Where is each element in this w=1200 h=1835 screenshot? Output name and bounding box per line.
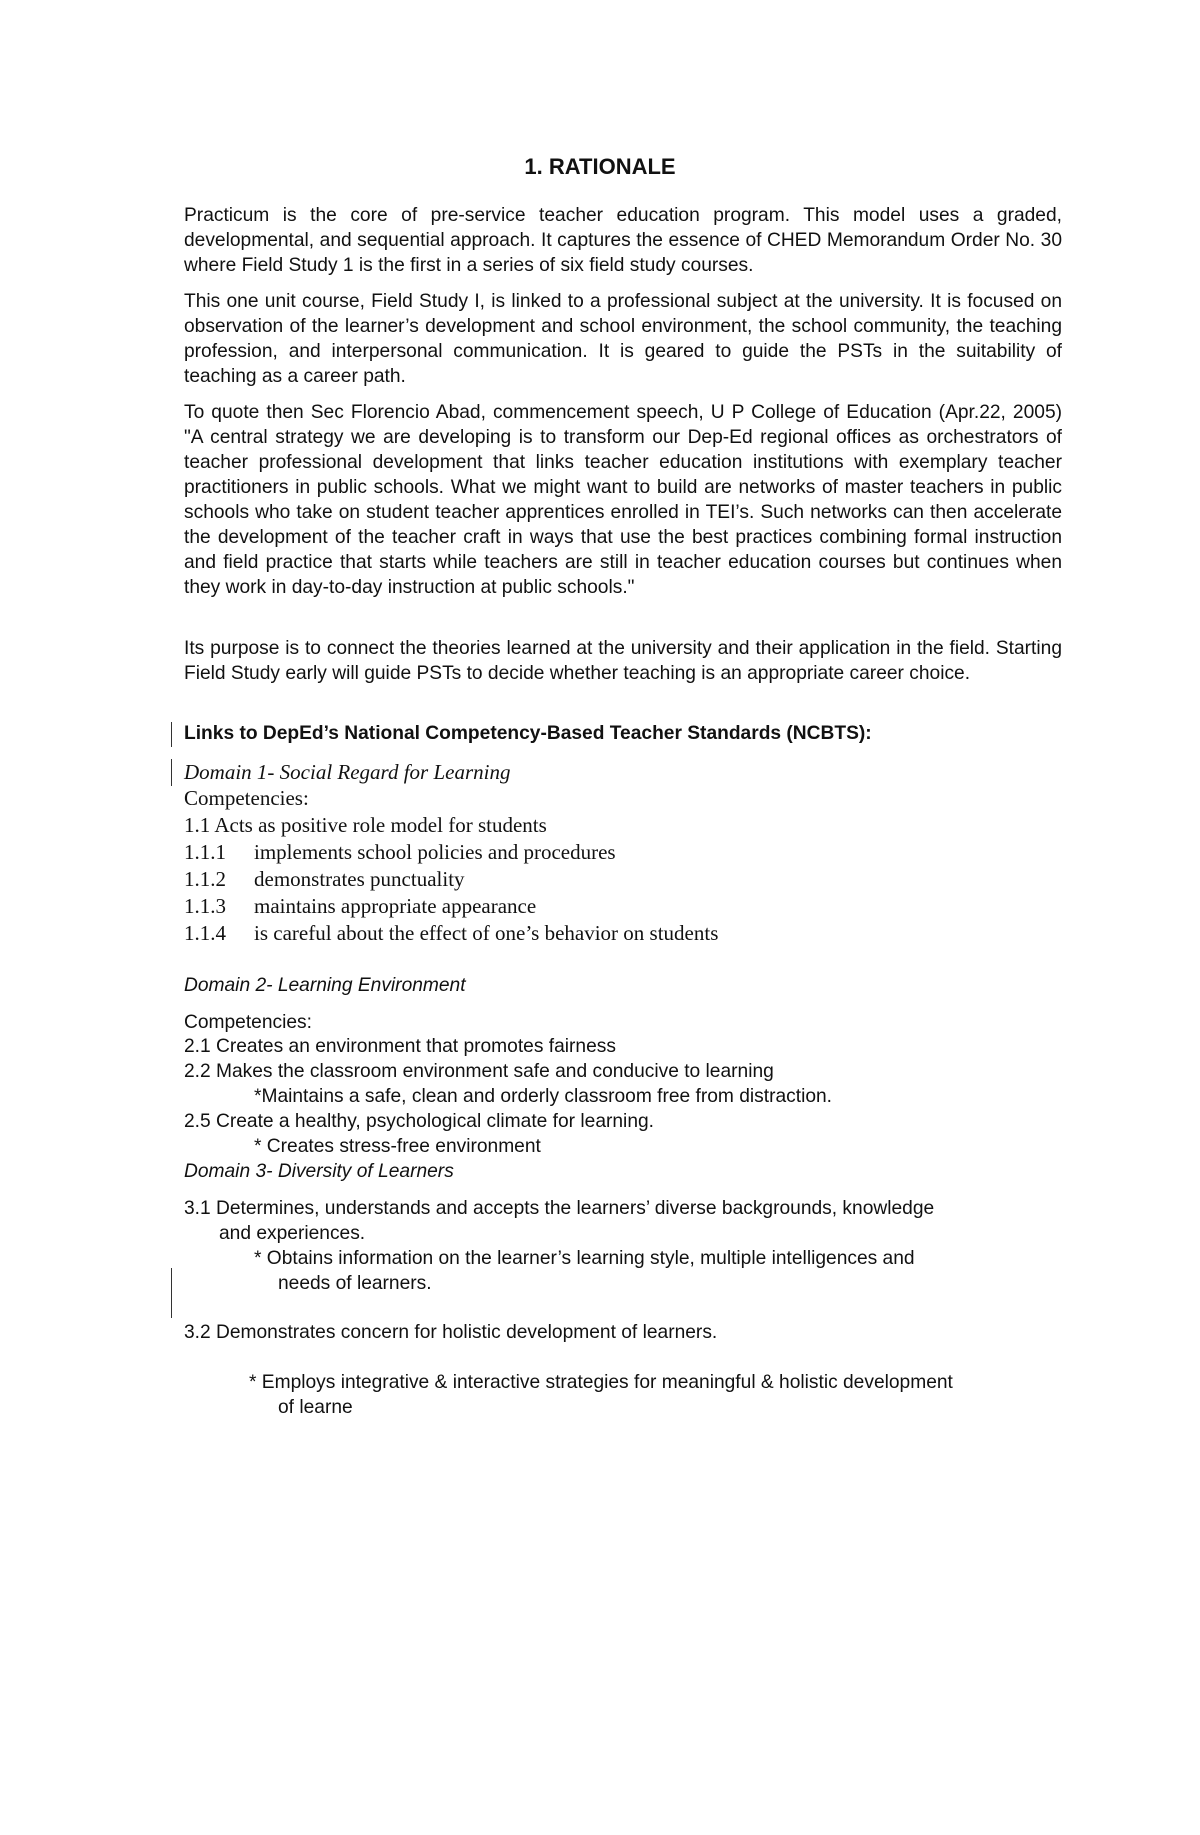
change-bar — [171, 1268, 172, 1318]
section-title: 1. RATIONALE — [524, 154, 676, 179]
paragraph-quote: To quote then Sec Florencio Abad, commencement speech, U P College of Education (Apr.22, 2005) "A central strategy we are developing is to transform our Dep-Ed regional offices as orchestrators of teacher professional development that links teacher education institutions with exemplary teacher practitioners in public schools. What we might want to build are networks of master teachers in public schools who take on student teacher apprentices enrolled in TEI’s. Such networks can then accelerate the development of the teacher craft in ways that use the best practices combining formal instruction and field practice that starts while teachers are still in teacher education courses but continues when they work in day-to-day instruction at public schools." — [184, 402, 1062, 598]
change-bar — [171, 759, 172, 786]
domain1-item — [184, 921, 718, 946]
domain2-sub-line: * Creates stress-free environment — [254, 1136, 541, 1157]
domain2-line: 2.5 Create a healthy, psychological climate for learning. — [184, 1111, 654, 1132]
item-number: 1.1.2 — [184, 867, 226, 891]
domain3-item1-line2: and experiences. — [219, 1223, 366, 1244]
domain2-competencies-label: Competencies: — [184, 1012, 312, 1033]
domain2-line: 2.2 Makes the classroom environment safe and conducive to learning — [184, 1061, 774, 1082]
domain3-item1-sub-line2: needs of learners. — [278, 1273, 432, 1294]
domain3-item2-sub-line1: * Employs integrative & interactive strategies for meaningful & holistic development — [249, 1372, 953, 1393]
item-text: implements school policies and procedures — [254, 840, 616, 864]
links-heading: Links to DepEd’s National Competency-Based Teacher Standards (NCBTS): — [184, 723, 872, 744]
domain3-item1-line1: 3.1 Determines, understands and accepts the learners’ diverse backgrounds, knowledge — [184, 1198, 935, 1219]
domain1-title: Domain 1- Social Regard for Learning — [184, 760, 511, 784]
paragraph-field-study: This one unit course, Field Study I, is linked to a professional subject at the university. It is focused on observation of the learner’s development and school environment, the school community, the teaching profession, and interpersonal communication. It is geared to guide the PSTs in the suitability of teaching as a career path. — [184, 291, 1062, 387]
paragraph-practicum: Practicum is the core of pre-service teacher education program. This model uses a graded, developmental, and sequential approach. It captures the essence of CHED Memorandum Order No. 30 where Field Study 1 is the first in a series of six field study courses. — [184, 205, 1062, 276]
item-text: maintains appropriate appearance — [254, 894, 537, 918]
domain1-competencies-label: Competencies: — [184, 786, 309, 810]
domain3-title: Domain 3- Diversity of Learners — [184, 1161, 454, 1182]
domain1-item-main: 1.1 Acts as positive role model for students — [184, 813, 547, 837]
domain1-item — [184, 840, 616, 865]
domain3-item2: 3.2 Demonstrates concern for holistic development of learners. — [184, 1322, 718, 1343]
item-number: 1.1.4 — [184, 921, 226, 945]
item-number: 1.1.3 — [184, 894, 226, 918]
item-text: demonstrates punctuality — [254, 867, 465, 891]
domain2-sub-line: *Maintains a safe, clean and orderly classroom free from distraction. — [254, 1086, 833, 1107]
item-number: 1.1.1 — [184, 840, 226, 864]
domain2-title: Domain 2- Learning Environment — [184, 975, 466, 996]
domain2-line: 2.1 Creates an environment that promotes fairness — [184, 1036, 616, 1057]
paragraph-purpose: Its purpose is to connect the theories learned at the university and their application in the field. Starting Field Study early will guide PSTs to decide whether teaching is an appropriate career choice. — [184, 638, 1062, 684]
domain3-item2-sub-line2: of learne — [278, 1397, 353, 1418]
domain3-item1-sub-line1: * Obtains information on the learner’s learning style, multiple intelligences and — [254, 1248, 915, 1269]
change-bar — [171, 722, 172, 747]
domain1-item — [184, 894, 536, 919]
domain1-item — [184, 867, 465, 892]
item-text: is careful about the effect of one’s behavior on students — [254, 921, 719, 945]
